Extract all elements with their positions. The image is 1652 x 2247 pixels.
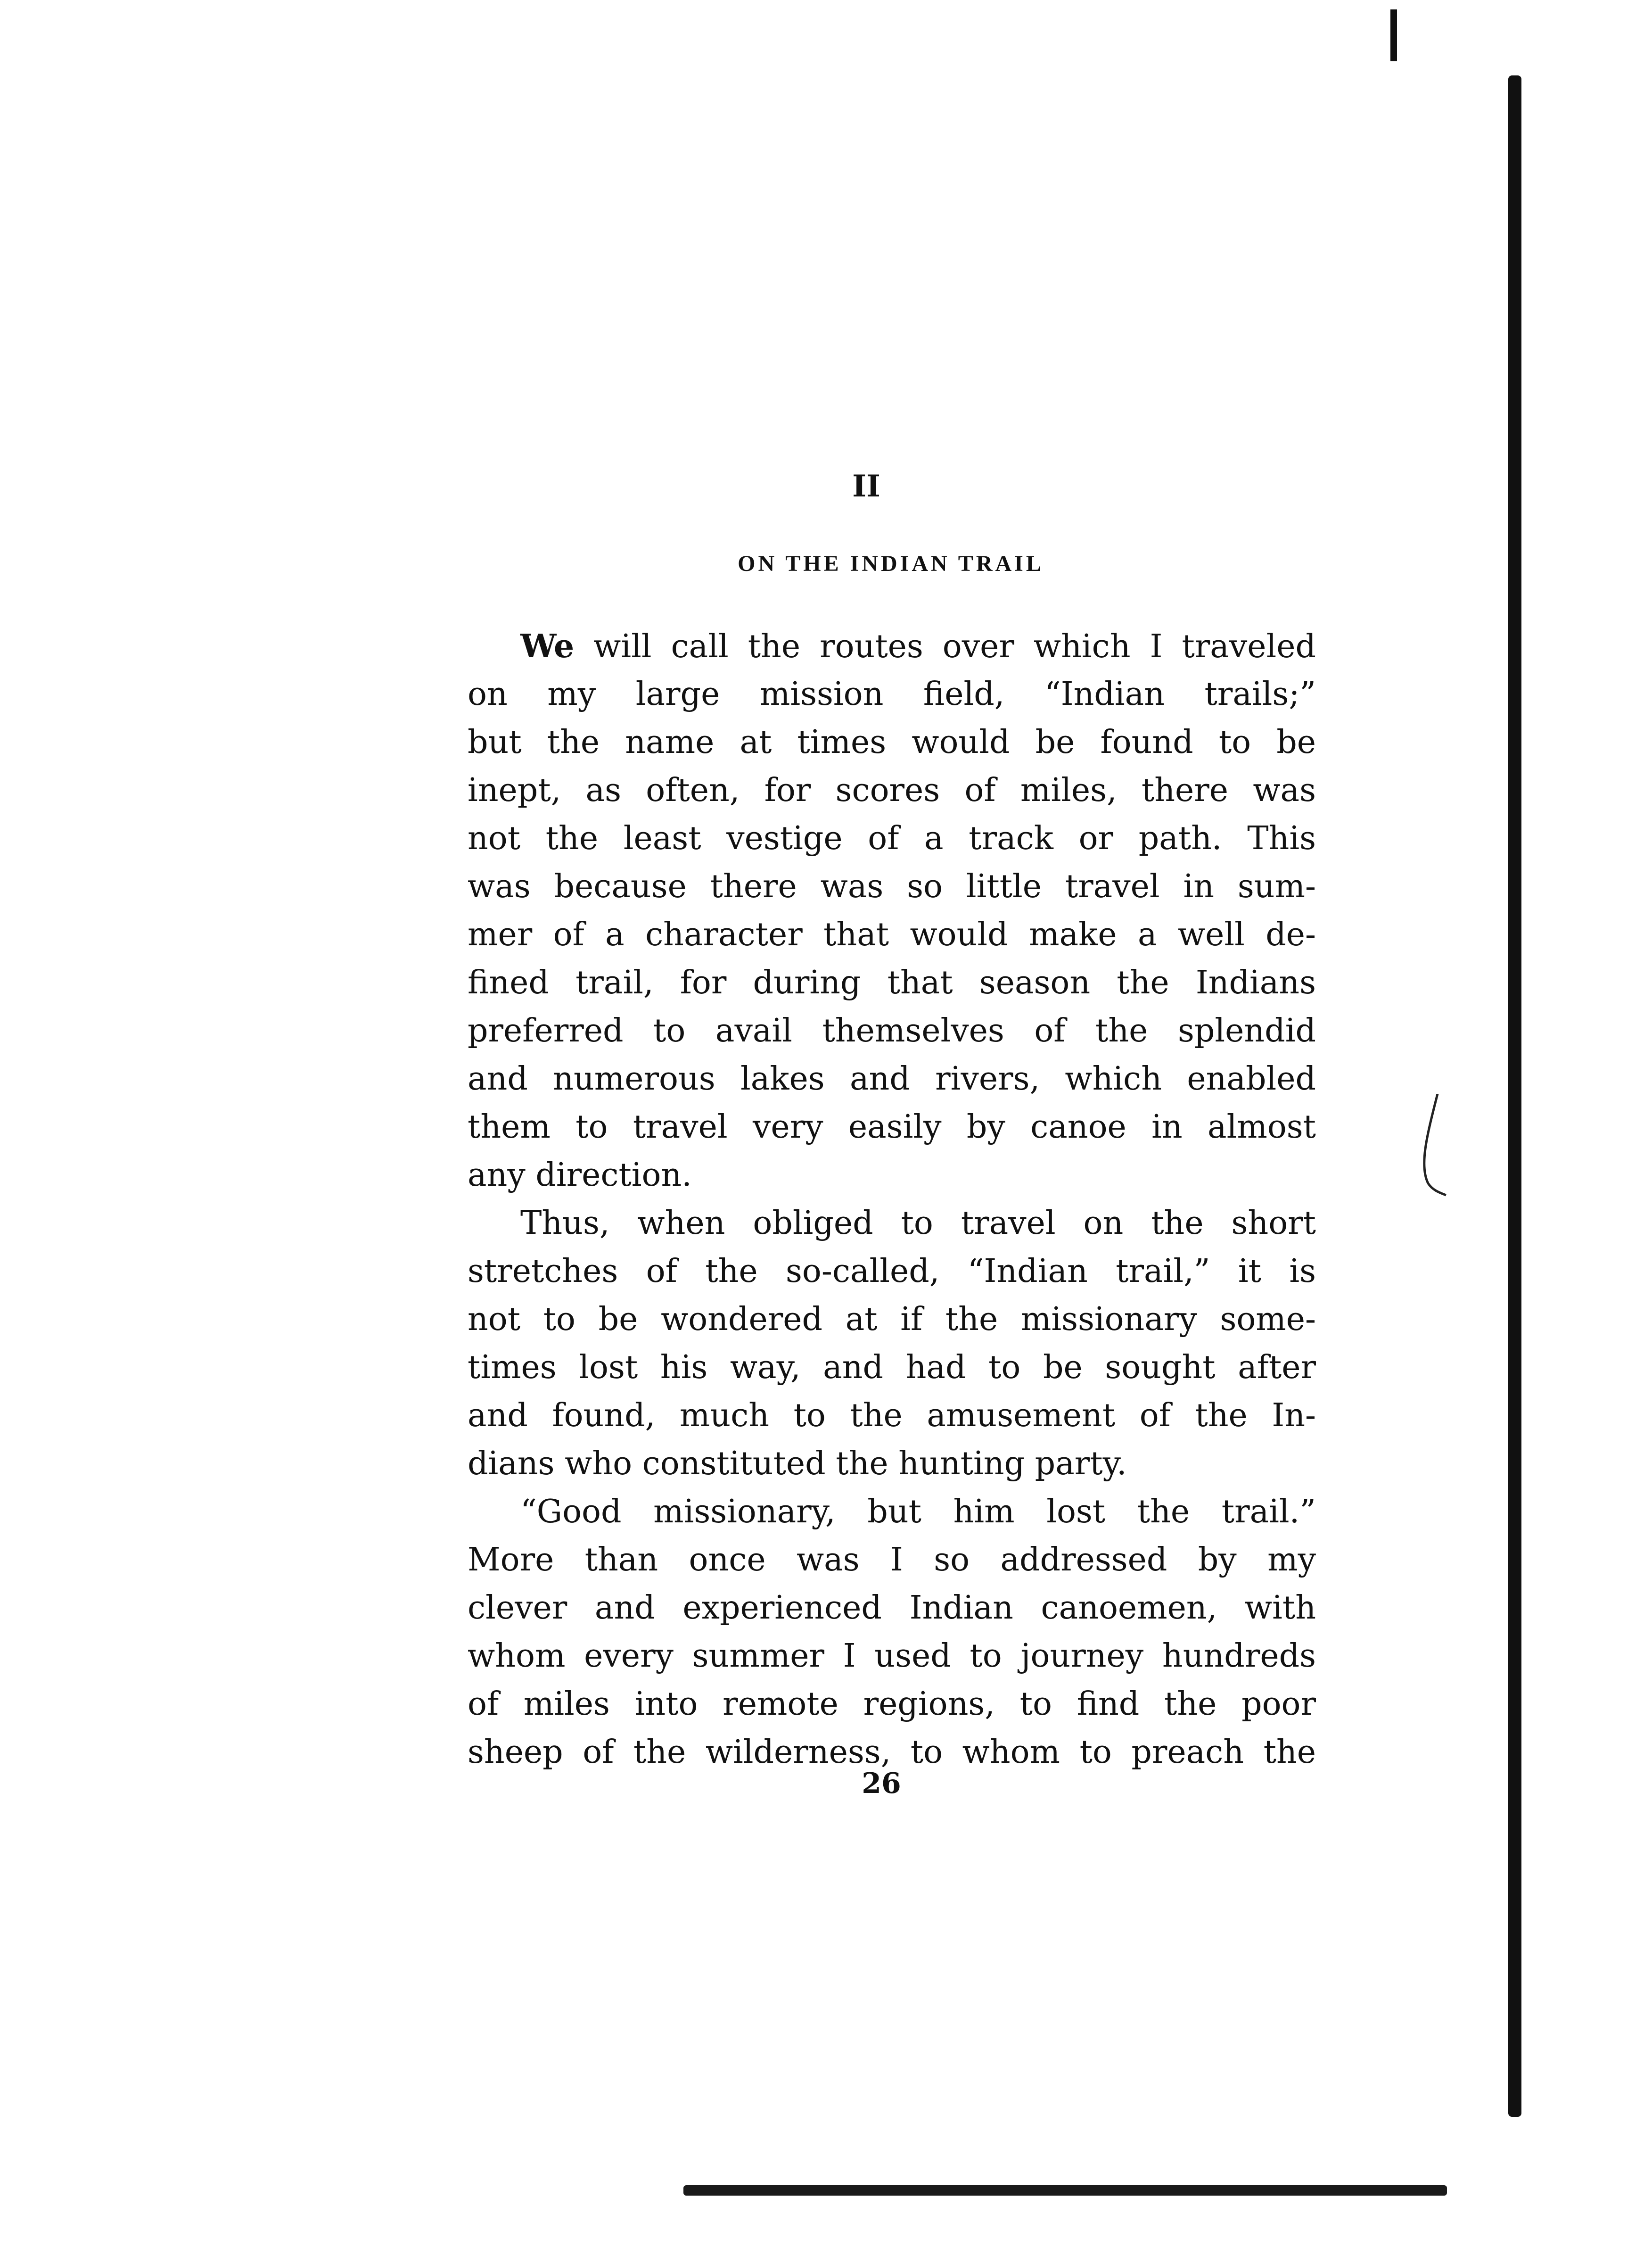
line-text: dians who constituted the hunting party.: [468, 1445, 1127, 1482]
text-line: [468, 815, 1316, 863]
text-line: [468, 670, 1316, 719]
text-line: [468, 1007, 1316, 1055]
line-text: of miles into remote regions, to find the poor: [468, 1685, 1316, 1723]
chapter-title: ON THE INDIAN TRAIL: [738, 551, 1044, 576]
scan-artifact-spine-edge: [1508, 75, 1521, 2117]
drop-cap: We: [520, 628, 575, 665]
text-line: [468, 1632, 1316, 1680]
line-text: sheep of the wilderness, to whom to preach the: [468, 1734, 1316, 1771]
text-line: [468, 1584, 1316, 1632]
body-text: [468, 622, 1316, 1776]
text-line: [468, 1296, 1316, 1344]
line-text: More than once was I so addressed by my: [468, 1541, 1316, 1578]
text-line: [468, 767, 1316, 815]
line-text: stretches of the so-called, “Indian trail,” it is: [468, 1253, 1316, 1290]
text-line: [468, 1440, 1316, 1488]
page-number: 26: [862, 1767, 901, 1800]
scan-artifact-top-bar: [1390, 9, 1397, 61]
text-line: [468, 1247, 1316, 1296]
line-text: times lost his way, and had to be sought after: [468, 1349, 1316, 1386]
text-line: [468, 911, 1316, 959]
text-line: [468, 1392, 1316, 1440]
text-line: [468, 1488, 1316, 1536]
line-text: was because there was so little travel in sum-: [468, 868, 1316, 905]
line-text: but the name at times would be found to be: [468, 724, 1316, 761]
line-text: not the least vestige of a track or path. This: [468, 820, 1316, 857]
text-line: [468, 1680, 1316, 1728]
line-text: clever and experienced Indian canoemen, with: [468, 1589, 1316, 1627]
scan-artifact-bottom-bar: [683, 2185, 1447, 2196]
text-line: [468, 1055, 1316, 1103]
line-text: and found, much to the amusement of the In-: [468, 1397, 1316, 1434]
line-text: them to travel very easily by canoe in almost: [468, 1108, 1316, 1146]
line-text: mer of a character that would make a well de-: [468, 916, 1316, 953]
line-text: on my large mission field, “Indian trails;”: [468, 676, 1316, 713]
line-text: fined trail, for during that season the Indians: [468, 964, 1316, 1001]
text-line: [468, 959, 1316, 1007]
text-line: [468, 1151, 1316, 1199]
text-line: [468, 719, 1316, 767]
line-text: “Good missionary, but him lost the trail.”: [520, 1493, 1316, 1530]
text-line: [468, 1199, 1316, 1247]
margin-pencil-mark: [1419, 1094, 1447, 1198]
text-line: [468, 1536, 1316, 1584]
line-text: and numerous lakes and rivers, which enabled: [468, 1060, 1316, 1098]
line-text: any direction.: [468, 1157, 692, 1194]
chapter-number: II: [852, 469, 880, 504]
line-text: will call the routes over which I traveled: [574, 628, 1316, 665]
text-line: [468, 1344, 1316, 1392]
text-line: [468, 1103, 1316, 1151]
line-text: whom every summer I used to journey hundreds: [468, 1637, 1316, 1675]
text-line: [468, 863, 1316, 911]
text-line: [468, 622, 1316, 670]
line-text: not to be wondered at if the missionary some-: [468, 1301, 1316, 1338]
line-text: preferred to avail themselves of the splendid: [468, 1012, 1316, 1049]
line-text: inept, as often, for scores of miles, there was: [468, 772, 1316, 809]
line-text: Thus, when obliged to travel on the short: [520, 1205, 1316, 1242]
